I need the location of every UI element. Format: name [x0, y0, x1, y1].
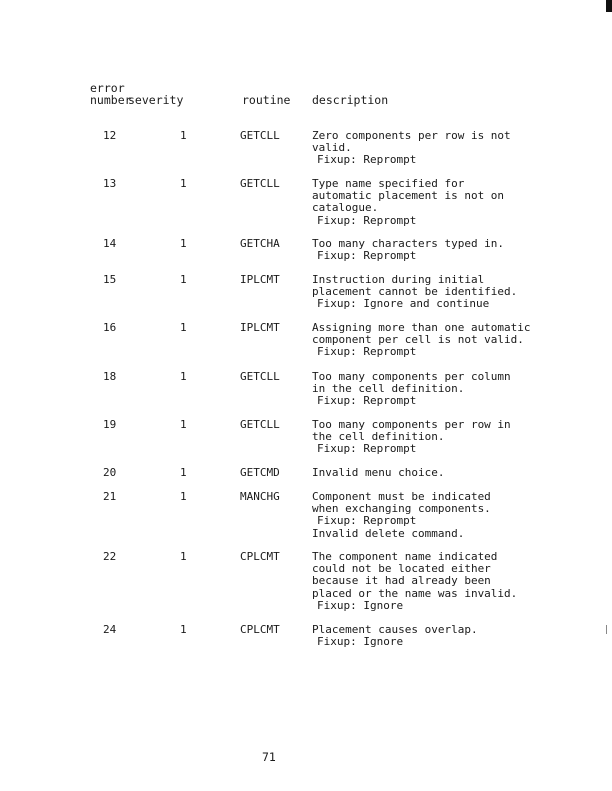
error-number: 21 [103, 490, 117, 503]
routine: GETCLL [240, 129, 280, 142]
header-description: description [312, 93, 389, 107]
description-line: could not be located either [312, 562, 491, 576]
error-number: 20 [103, 466, 117, 479]
description [312, 274, 517, 311]
routine: GETCLL [240, 177, 280, 190]
description-line: catalogue. [312, 201, 379, 215]
description-line: Too many characters typed in. [312, 237, 505, 250]
description-line: Too many components per column [312, 370, 511, 383]
description [312, 419, 511, 456]
routine: MANCHG [240, 490, 280, 503]
routine: GETCLL [240, 418, 280, 431]
routine: GETCMD [240, 466, 280, 479]
severity: 1 [180, 237, 187, 250]
severity: 1 [180, 466, 187, 479]
description [312, 238, 504, 262]
description [312, 467, 444, 479]
error-number: 22 [103, 550, 117, 563]
routine: CPLCMT [240, 550, 280, 563]
fixup: Fixup: Reprompt [317, 213, 417, 227]
description-line: Zero components per row is not [312, 129, 511, 142]
page-number: 71 [262, 750, 276, 764]
description-line: valid. [312, 141, 352, 155]
severity: 1 [180, 490, 187, 503]
scan-edge-mark [606, 625, 607, 634]
description [312, 371, 511, 408]
description-line: Type name specified for [312, 177, 465, 190]
routine: CPLCMT [240, 623, 280, 636]
error-number: 14 [103, 237, 117, 250]
description-line: Component must be indicated [312, 490, 491, 503]
fixup: Fixup: Ignore [317, 598, 404, 612]
description-line: Too many components per row in [312, 418, 511, 431]
fixup: Fixup: Reprompt [317, 514, 417, 528]
fixup: Fixup: Ignore [317, 635, 404, 649]
description-line: automatic placement is not on [312, 189, 505, 203]
fixup: Fixup: Reprompt [317, 153, 417, 167]
error-number: 12 [103, 129, 117, 142]
severity: 1 [180, 321, 187, 334]
severity: 1 [180, 623, 187, 636]
fixup: Fixup: Reprompt [317, 394, 417, 408]
description [312, 130, 511, 167]
description-line: The component name indicated [312, 550, 498, 563]
severity: 1 [180, 418, 187, 431]
routine: IPLCMT [240, 273, 280, 286]
header-number: number [90, 93, 132, 107]
routine: GETCLL [240, 370, 280, 383]
description-line: Assigning more than one automatic [312, 321, 531, 334]
description-line: the cell definition. [312, 430, 445, 444]
severity: 1 [180, 129, 187, 142]
description-line: Placement causes overlap. [312, 623, 478, 636]
description-line: Invalid delete command. [312, 526, 465, 540]
description-line: because it had already been [312, 574, 491, 588]
description [312, 624, 478, 648]
description [312, 322, 531, 359]
description [312, 551, 517, 612]
description-line: Instruction during initial [312, 273, 485, 286]
error-number: 16 [103, 321, 117, 334]
routine: GETCHA [240, 237, 280, 250]
description-line: when exchanging components. [312, 502, 491, 516]
fixup: Fixup: Reprompt [317, 345, 417, 359]
fixup: Fixup: Reprompt [317, 442, 417, 456]
description-line: in the cell definition. [312, 382, 465, 396]
fixup: Fixup: Ignore and continue [317, 297, 490, 311]
header-routine: routine [242, 93, 291, 107]
description [312, 178, 504, 227]
error-number: 13 [103, 177, 117, 190]
error-number: 18 [103, 370, 117, 383]
routine: IPLCMT [240, 321, 280, 334]
fixup: Fixup: Reprompt [317, 249, 417, 263]
description-line: placement cannot be identified. [312, 285, 518, 299]
header-severity: severity [128, 93, 184, 107]
severity: 1 [180, 550, 187, 563]
description-line: component per cell is not valid. [312, 333, 524, 347]
scan-corner-mark [606, 0, 612, 12]
description [312, 491, 491, 540]
description-line: Invalid menu choice. [312, 466, 445, 479]
description-line: placed or the name was invalid. [312, 586, 518, 600]
error-number: 19 [103, 418, 117, 431]
severity: 1 [180, 177, 187, 190]
severity: 1 [180, 370, 187, 383]
error-number: 15 [103, 273, 117, 286]
header-error: error [90, 81, 125, 95]
severity: 1 [180, 273, 187, 286]
error-number: 24 [103, 623, 117, 636]
